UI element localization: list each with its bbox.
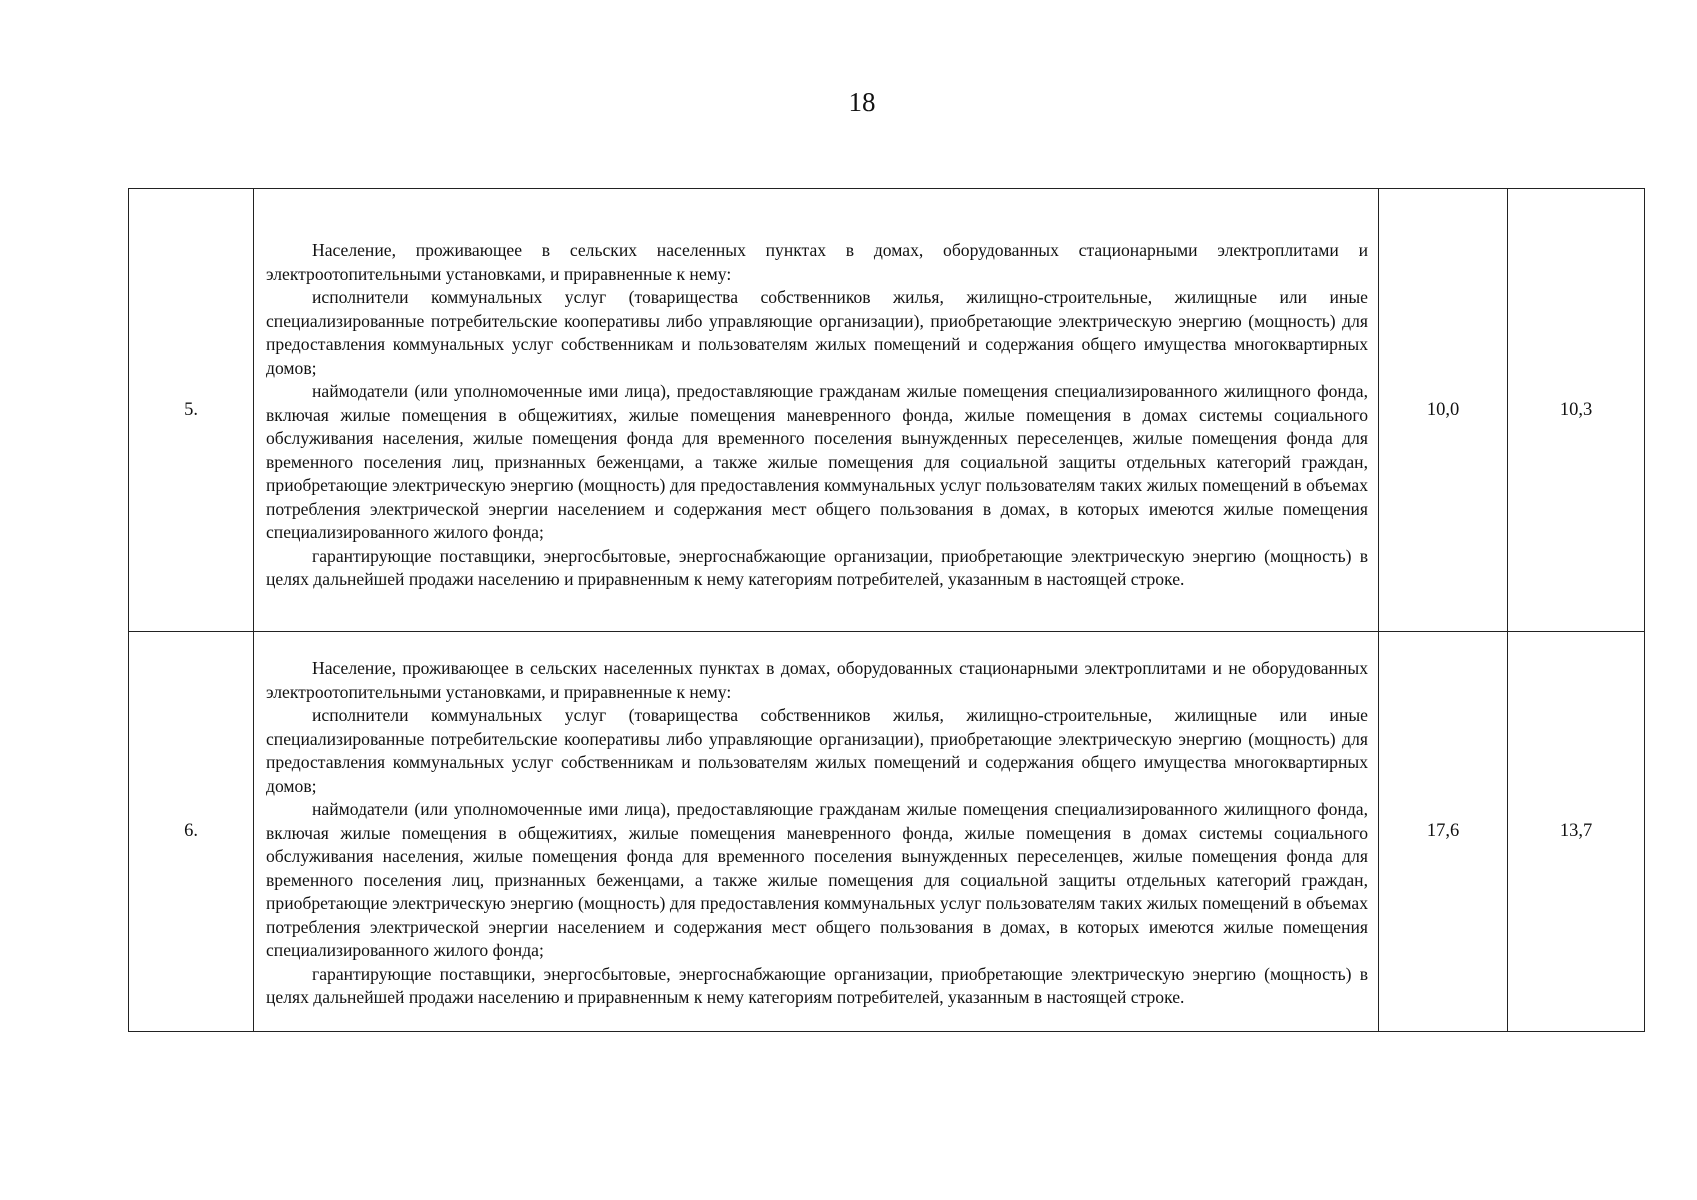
row-value-2: 13,7 bbox=[1508, 632, 1645, 1032]
row-number: 6. bbox=[129, 632, 254, 1032]
description-paragraph: гарантирующие поставщики, энергосбытовые, энергоснабжающие организации, приобретающие электрическую энергию (мощность) в целях дальнейшей продажи населению и приравненным к нему категориям потребителей, указанным в настоящей строке. bbox=[266, 545, 1368, 590]
description-paragraph: Население, проживающее в сельских населенных пунктах в домах, оборудованных стационарными электроплитами и электроотопительными установками, и приравненные к нему: bbox=[266, 240, 1368, 284]
table-row bbox=[129, 632, 1645, 1032]
description-paragraph: наймодатели (или уполномоченные ими лица), предоставляющие гражданам жилые помещения специализированного жилищного фонда, включая жилые помещения в общежитиях, жилые помещения маневренного фонда, жилые помещения в домах системы социального обслуживания населения, жилые помещения фонда для временного поселения вынужденных переселенцев, жилые помещения фонда для временного поселения лиц, признанных беженцами, а также жилые помещения для социальной защиты отдельных категорий граждан, приобретающие электрическую энергию (мощность) для предоставления коммунальных услуг пользователям таких жилых помещений в объемах потребления электрической энергии населением и содержания мест общего пользования в домах, в которых имеются жилые помещения специализированного жилого фонда; bbox=[266, 381, 1368, 543]
row-value-1: 10,0 bbox=[1379, 189, 1508, 632]
row-description bbox=[254, 632, 1379, 1032]
row-number: 5. bbox=[129, 189, 254, 632]
row-value-1: 17,6 bbox=[1379, 632, 1508, 1032]
page-number: 18 bbox=[848, 87, 876, 117]
description-paragraph: Население, проживающее в сельских населенных пунктах в домах, оборудованных стационарными электроплитами и не оборудованных электроотопительными установками, и приравненные к нему: bbox=[266, 658, 1368, 702]
row-value-2: 10,3 bbox=[1508, 189, 1645, 632]
table-row bbox=[129, 189, 1645, 632]
description-paragraph: наймодатели (или уполномоченные ими лица), предоставляющие гражданам жилые помещения специализированного жилищного фонда, включая жилые помещения в общежитиях, жилые помещения маневренного фонда, жилые помещения в домах системы социального обслуживания населения, жилые помещения фонда для временного поселения вынужденных переселенцев, жилые помещения фонда для временного поселения лиц, признанных беженцами, а также жилые помещения для социальной защиты отдельных категорий граждан, приобретающие электрическую энергию (мощность) для предоставления коммунальных услуг пользователям таких жилых помещений в объемах потребления электрической энергии населением и содержания мест общего пользования в домах, в которых имеются жилые помещения специализированного жилого фонда; bbox=[266, 799, 1368, 961]
description-paragraph: гарантирующие поставщики, энергосбытовые, энергоснабжающие организации, приобретающие электрическую энергию (мощность) в целях дальнейшей продажи населению и приравненным к нему категориям потребителей, указанным в настоящей строке. bbox=[266, 963, 1368, 1008]
row-description bbox=[254, 189, 1379, 632]
description-paragraph: исполнители коммунальных услуг (товарищества собственников жилья, жилищно-строительные, жилищные или иные специализированные потребительские кооперативы либо управляющие организации), приобретающие электрическую энергию (мощность) для предоставления коммунальных услуг собственникам и пользователям жилых помещений и содержания общего имущества многоквартирных домов; bbox=[266, 705, 1368, 796]
tariff-table bbox=[128, 188, 1645, 1032]
description-paragraph: исполнители коммунальных услуг (товарищества собственников жилья, жилищно-строительные, жилищные или иные специализированные потребительские кооперативы либо управляющие организации), приобретающие электрическую энергию (мощность) для предоставления коммунальных услуг собственникам и пользователям жилых помещений и содержания общего имущества многоквартирных домов; bbox=[266, 287, 1368, 378]
